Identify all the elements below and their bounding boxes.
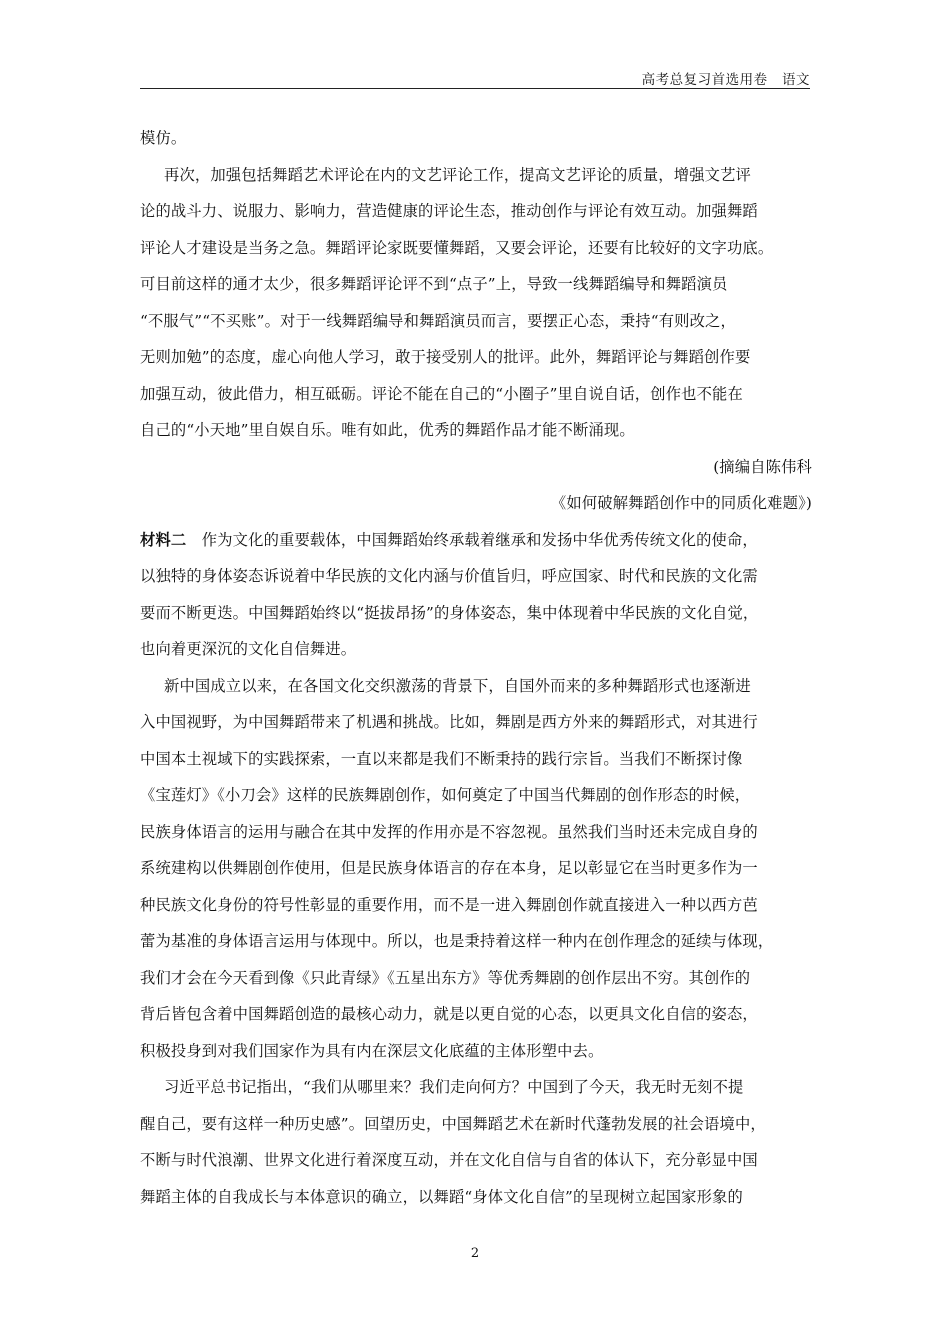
line-text: 系统建构以供舞剧创作使用，但是民族身体语言的存在本身，足以彰显它在当时更多作为一 [140,859,758,877]
text-line [140,303,820,340]
line-text: 舞蹈主体的自我成长与本体意识的确立，以舞蹈“身体文化自信”的呈现树立起国家形象的 [140,1187,743,1206]
text-line [140,230,820,267]
line-text: 论的战斗力、说服力、影响力，营造健康的评论生态，推动创作与评论有效互动。加强舞蹈 [140,202,758,220]
line-text: 蕾为基准的身体语言运用与体现中。所以，也是秉持着这样一种内在创作理念的延续与体现， [140,932,774,950]
text-line [140,120,820,157]
text-line [140,595,820,632]
text-line [140,1033,820,1070]
line-text: 习近平总书记指出，“我们从哪里来？我们走向何方？中国到了今天，我无时无刻不提 [164,1078,744,1096]
line-text: 以独特的身体姿态诉说着中华民族的文化内涵与价值旨归，呼应国家、时代和民族的文化需 [140,567,758,585]
page-header [140,66,810,89]
line-text: 入中国视野，为中国舞蹈带来了机遇和挑战。比如，舞剧是西方外来的舞蹈形式，对其进行 [140,713,758,731]
text-line [140,157,820,194]
text-line [140,814,820,851]
text-line [140,1179,820,1216]
text-line [140,376,820,413]
line-text: 积极投身到对我们国家作为具有内在深层文化底蕴的主体形塑中去。 [140,1041,604,1060]
article-body [140,120,820,1215]
line-text: 《宝莲灯》《小刀会》这样的民族舞剧创作，如何奠定了中国当代舞剧的创作形态的时候， [140,786,751,804]
line-text: 作为文化的重要载体，中国舞蹈始终承载着继承和发扬中华优秀传统文化的使命， [186,530,758,549]
line-text: 背后皆包含着中国舞蹈创造的最核心动力，就是以更自觉的心态，以更具文化自信的姿态， [140,1005,758,1023]
text-line [140,193,820,230]
line-text: 自己的“小天地”里自娱自乐。唯有如此，优秀的舞蹈作品才能不断涌现。 [140,421,635,439]
line-text: 新中国成立以来，在各国文化交织激荡的背景下，自国外而来的多种舞蹈形式也逐渐进 [164,676,751,695]
text-line [140,777,820,814]
line-text: 再次，加强包括舞蹈艺术评论在内的文艺评论工作，提高文艺评论的质量，增强文艺评 [164,165,751,184]
text-line [140,741,820,778]
text-line [140,558,820,595]
line-text: 模仿。 [140,129,187,147]
line-text: 评论人才建设是当务之急。舞蹈评论家既要懂舞蹈，又要会评论，还要有比较好的文字功底。 [140,238,774,257]
text-line [140,1142,820,1179]
line-text: 种民族文化身份的符号性彰显的重要作用，而不是一进入舞剧创作就直接进入一种以西方芭 [140,895,758,914]
text-line [140,668,820,705]
text-line [140,522,820,559]
text-line [140,1069,820,1106]
text-line [140,339,820,376]
text-line [140,850,820,887]
text-line [140,923,820,960]
page-number: 2 [470,1246,480,1261]
line-text: 《如何破解舞蹈创作中的同质化难题》) [550,494,812,512]
text-line [140,996,820,1033]
line-text: 民族身体语言的运用与融合在其中发挥的作用亦是不容忽视。虽然我们当时还未完成自身的 [140,822,758,841]
line-text: 无则加勉”的态度，虚心向他人学习，敢于接受别人的批评。此外，舞蹈评论与舞蹈创作要 [140,348,751,366]
section-label: 材料二 [140,530,187,549]
text-line [140,449,820,486]
line-text: 醒自己，要有这样一种历史感”。回望历史，中国舞蹈艺术在新时代蓬勃发展的社会语境中， [140,1114,766,1133]
text-line [140,704,820,741]
line-text: 可目前这样的通才太少，很多舞蹈评论评不到“点子”上，导致一线舞蹈编导和舞蹈演员 [140,275,728,293]
line-text: 加强互动，彼此借力，相互砥砺。评论不能在自己的“小圈子”里自说自话，创作也不能在 [140,384,743,403]
text-line [140,631,820,668]
line-text: 也向着更深沉的文化自信舞进。 [140,640,357,658]
line-text: 我们才会在今天看到像《只此青绿》《五星出东方》等优秀舞剧的创作层出不穷。其创作的 [140,968,751,987]
text-line [140,266,820,303]
text-line [140,412,820,449]
text-line [140,887,820,924]
line-text: 不断与时代浪潮、世界文化进行着深度互动，并在文化自信与自省的体认下，充分彰显中国 [140,1151,758,1169]
text-line [140,1106,820,1143]
line-text: “不服气”“不买账”。对于一线舞蹈编导和舞蹈演员而言，要摆正心态，秉持“有则改之， [140,311,736,330]
header-title: 高考总复习首选用卷 语文 [641,72,810,88]
line-text: 中国本土视域下的实践探索，一直以来都是我们不断秉持的践行宗旨。当我们不断探讨像 [140,749,743,768]
line-text: (摘编自陈伟科 [713,457,812,476]
line-text: 要而不断更迭。中国舞蹈始终以“挺拔昂扬”的身体姿态，集中体现着中华民族的文化自觉， [140,603,759,622]
text-line [140,960,820,997]
text-line [140,485,820,522]
